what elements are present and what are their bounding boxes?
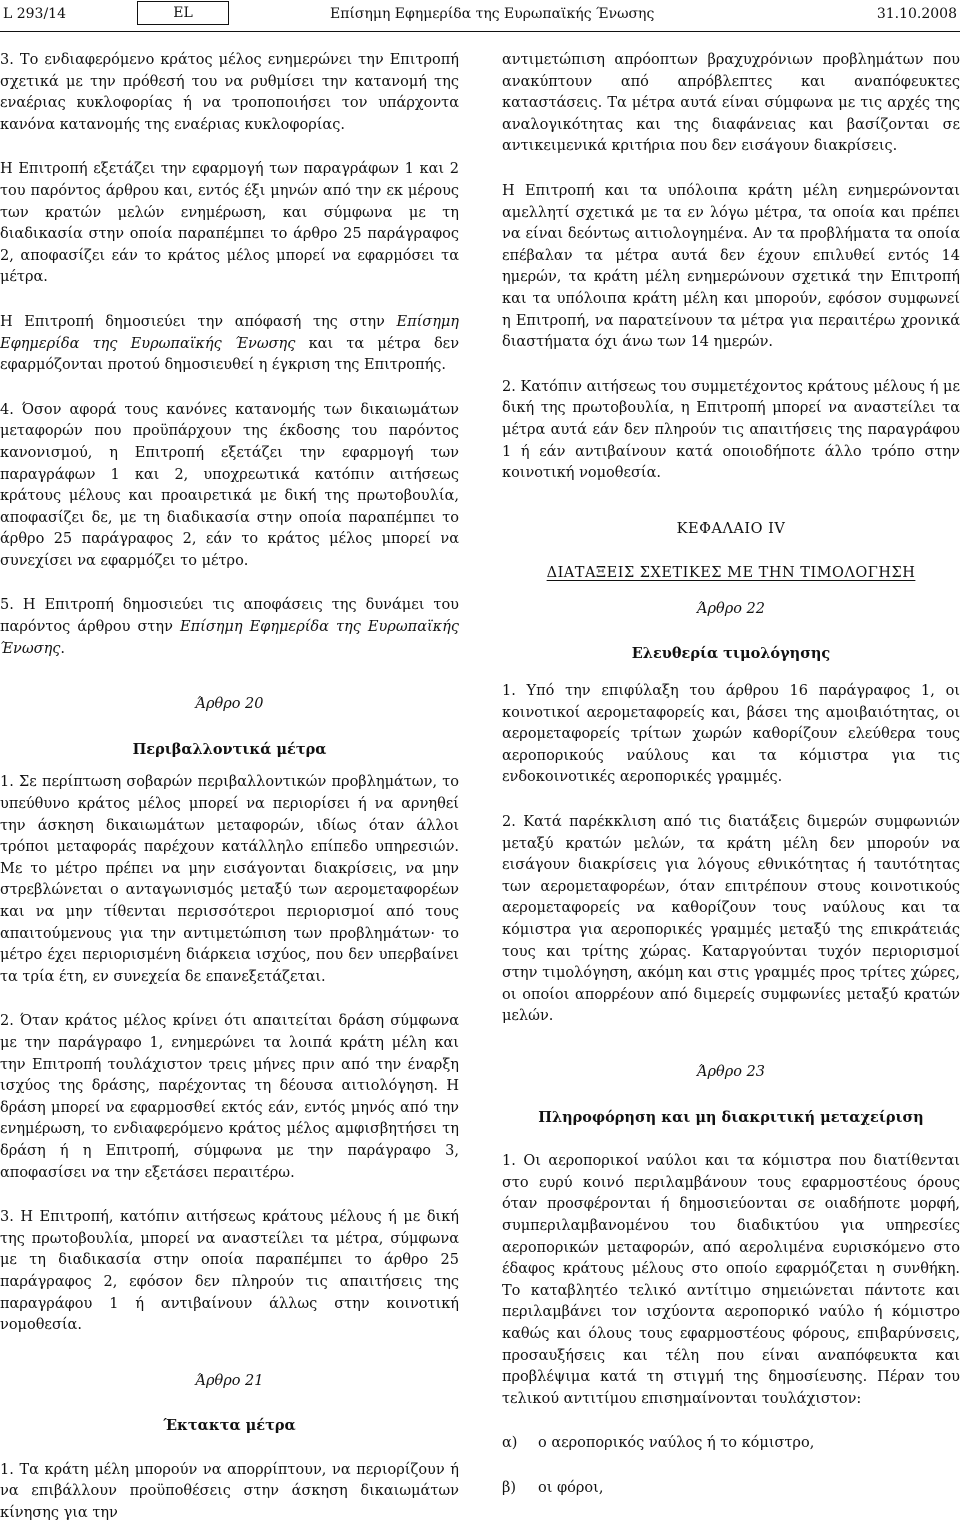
paragraph: 4. Όσον αφορά τους κανόνες κατανομής των δικαιωμάτων μεταφορών που προϋπάρχουν της έκδοσης του παρόντος κανονισμού, η Επιτροπή εξετάζει την εφαρμογή των παραγράφων 1 και 2, υποχρεωτικά κατόπιν αιτήσεως κράτους μέλους και προαιρετικά με δική της πρωτοβουλία, αποφασίζει δε, με τη διαδικασία στην οποία παραπέμπει το άρθρο 25 παράγραφος 2, εάν το κράτος μέλος μπορεί να συνεχίσει να εφαρμόζει το μέτρο. — [0, 401, 459, 569]
paragraph: 1. Τα κράτη μέλη μπορούν να απορρίπτουν, να περιορίζουν ή να επιβάλλουν προϋποθέσεις στην άσκηση δικαιωμάτων κίνησης για την — [0, 1461, 459, 1522]
list-item — [502, 1433, 960, 1455]
header-rule — [0, 31, 960, 32]
paragraph: 3. Το ενδιαφερόμενο κράτος μέλος ενημερώνει την Επιτροπή σχετικά με την πρόθεσή του να ρυθμίσει την κατανομή της εναέριας κυκλοφορίας ή να τροποποιήσει τον υπάρχοντα κανόνα κατανομής της εναέριας κυκλοφορίας. — [0, 52, 459, 133]
paragraph: 1. Οι αεροπορικοί ναύλοι και τα κόμιστρα που διατίθενται στο ευρύ κοινό περιλαμβάνουν τους εφαρμοστέους όρους όταν προσφέρονται ή δημοσιεύονται σε οιαδήποτε μορφή, συμπεριλαμβανομένου του διαδικτύου για υπηρεσίες αεροπορικών μεταφορών, από αερολιμένα ευρισκόμενο στο έδαφος κράτους μέλους στο οποίο εφαρμόζεται η συνθήκη. Το καταβλητέο τελικό αντίτιμο σημειώνεται πάντοτε και περιλαμβάνει τον ισχύοντα αεροπορικό ναύλο ή κόμιστρο καθώς και όλους τους εφαρμοστέους φόρους, επιβαρύνσεις, προσαυξήσεις και τέλη που είναι αναπόφευκτα και προβλέψιμα κατά τη στιγμή της δημοσίευσης. Πέραν του τελικού αντιτίμου επισημαίνονται τουλάχιστον: — [502, 1153, 960, 1407]
list-item — [502, 1478, 960, 1500]
article-heading: Περιβαλλοντικά μέτρα — [132, 740, 327, 758]
article-heading: Πληροφόρηση και μη διακριτική μεταχείριση — [538, 1108, 924, 1126]
journal-title: Επίσημη Εφημερίδα της Ευρωπαϊκής Ένωσης — [330, 6, 655, 22]
article-heading: Ελευθερία τιμολόγησης — [631, 645, 831, 663]
list-item-text: οι φόροι, — [538, 1479, 604, 1496]
article-heading: Έκτακτα μέτρα — [163, 1417, 296, 1435]
left-column — [0, 50, 459, 1525]
chapter-number: ΚΕΦΑΛΑΙΟ IV — [676, 520, 786, 537]
list-item-text: ο αεροπορικός ναύλος ή το κόμιστρο, — [538, 1435, 815, 1452]
paragraph: 3. Η Επιτροπή, κατόπιν αιτήσεως κράτους μέλους ή με δική της πρωτοβουλία, μπορεί να αναστείλει τα μέτρα, σύμφωνα με τη διαδικασία στην οποία παραπέμπει το άρθρο 25 παράγραφος 2, εφόσον δεν πληρούν τις απαιτήσεις της παραγράφου 1 ή αντιβαίνουν άλλως στην κοινοτική νομοθεσία. — [0, 1209, 459, 1334]
paragraph: αντιμετώπιση απρόοπτων βραχυχρόνιων προβλημάτων που ανακύπτουν από απρόβλεπτες και αναπόφευκτες καταστάσεις. Τα μέτρα αυτά είναι σύμφωνα με τις αρχές της αναλογικότητας και της διαφάνειας και βασίζονται σε αντικειμενικά κριτήρια που δεν εισάγουν διακρίσεις. — [502, 52, 960, 155]
paragraph: 1. Υπό την επιφύλαξη του άρθρου 16 παράγραφος 1, οι κοινοτικοί αερομεταφορείς και, βάσει της αμοιβαιότητας, οι αερομεταφορείς τρίτων χωρών καθορίζουν ελεύθερα τους αεροπορικούς ναύλους και τα κόμιστρα για τις ενδοκοινοτικές αεροπορικές γραμμές. — [502, 683, 960, 786]
article-number: Άρθρο 21 — [195, 1372, 264, 1389]
paragraph: 5. Η Επιτροπή δημοσιεύει τις αποφάσεις της δυνάμει του παρόντος άρθρου στην Επίσημη Εφημερίδα της Ευρωπαϊκής Ένωσης. — [0, 597, 459, 657]
paragraph: 1. Σε περίπτωση σοβαρών περιβαλλοντικών προβλημάτων, το υπεύθυνο κράτος μέλος μπορεί να περιορίσει ή να αρνηθεί την άσκηση δικαιωμάτων μεταφορών, ιδίως όταν άλλοι τρόποι μεταφοράς παρέχουν κατάλληλο επίπεδο υπηρεσιών. Με το μέτρο πρέπει να μην εισάγονται διακρίσεις, να μην στρεβλώνεται ο ανταγωνισμός μεταξύ των αερομεταφορέων και να μην τίθενται περισσότεροι περιορισμοί από τους απαιτούμενους για την αντιμετώπιση των προβλημάτων· το μέτρο έχει περιορισμένη διάρκεια ισχύος, που δεν υπερβαίνει τα τρία έτη, εν συνεχεία δε επανεξετάζεται. — [0, 774, 459, 985]
paragraph: 2. Κατόπιν αιτήσεως του συμμετέχοντος κράτους μέλους ή με δική της πρωτοβουλία, η Επιτροπή μπορεί να αναστείλει τα μέτρα αυτά εάν δεν πληρούν τις απαιτήσεις της παραγράφου 1 ή εάν αντιβαίνουν κατά οποιοδήποτε άλλο τρόπο στην κοινοτική νομοθεσία. — [502, 378, 960, 482]
paragraph: 2. Κατά παρέκκλιση από τις διατάξεις διμερών συμφωνιών μεταξύ κρατών μελών, τα κράτη μέλη δεν μπορούν να εισάγουν διακρίσεις για λόγους εθνικότητας ή ταυτότητας των αερομεταφορέων, όταν επιτρέπουν στους κοινοτικούς αερομεταφορείς να καθορίζουν τους ναύλους και τα κόμιστρα για αεροπορικές γραμμές μεταξύ της επικράτειάς τους και τρίτης χώρας. Καταργούνται τυχόν περιορισμοί στην τιμολόγηση, ακόμη και στις γραμμές προς τρίτες χώρες, οι οποίοι απορρέουν από διμερείς συμφωνίες μεταξύ κρατών μελών. — [502, 814, 960, 1025]
chapter-heading: ΔΙΑΤΑΞΕΙΣ ΣΧΕΤΙΚΕΣ ΜΕ ΤΗΝ ΤΙΜΟΛΟΓΗΣΗ — [546, 565, 916, 582]
article-number: Άρθρο 23 — [696, 1063, 766, 1080]
paragraph: Η Επιτροπή και τα υπόλοιπα κράτη μέλη ενημερώνονται αμελλητί σχετικά με τα εν λόγω μέτρα, τα οποία και πρέπει να είναι δεόντως αιτιολογημένα. Αν τα προβλήματα τα οποία επέβαλαν τα μέτρα αυτά δεν έχουν επιλυθεί εντός 14 ημερών, τα κράτη μέλη ενημερώνουν σχετικά την Επιτροπή και τα υπόλοιπα κράτη μέλη και μπορούν, εφόσον συμφωνεί η Επιτροπή, να παρατείνουν τα μέτρα για περαιτέρω χρονικά διαστήματα όχι άνω των 14 ημερών. — [502, 182, 960, 351]
publication-date: 31.10.2008 — [876, 6, 957, 22]
language-badge: EL — [137, 1, 229, 25]
page-header — [0, 0, 960, 34]
list-item-marker: α) — [502, 1435, 518, 1452]
paragraph: Η Επιτροπή δημοσιεύει την απόφασή της στην Επίσημη Εφημερίδα της Ευρωπαϊκής Ένωσης και τα μέτρα δεν εφαρμόζονται προτού δημοσιευθεί η έγκριση της Επιτροπής. — [0, 313, 460, 374]
right-column — [502, 50, 960, 1499]
article-number: Άρθρο 20 — [195, 696, 264, 713]
page-reference: L 293/14 — [3, 6, 66, 22]
paragraph: Η Επιτροπή εξετάζει την εφαρμογή των παραγράφων 1 και 2 του παρόντος άρθρου και, εντός έξι μηνών από την εκ μέρους των κρατών μελών ενημέρωση, και σύμφωνα με τη διαδικασία στην οποία παραπέμπει το άρθρο 25 παράγραφος 2, αποφασίζει εάν το κράτος μέλος μπορεί να εφαρμόσει τα μέτρα. — [0, 161, 459, 286]
journal-reference: Επίσημη Εφημερίδα της Ευρωπαϊκής Ένωσης — [0, 313, 459, 352]
article-number: Άρθρο 22 — [696, 600, 766, 617]
list-item-marker: β) — [502, 1479, 517, 1496]
paragraph: 2. Όταν κράτος μέλος κρίνει ότι απαιτείται δράση σύμφωνα με την παράγραφο 1, ενημερώνει τα λοιπά κράτη μέλη και την Επιτροπή τουλάχιστον τρεις μήνες πριν από την έναρξη ισχύος της δράσης, παρέχοντας τη δέουσα αιτιολόγηση. Η δράση μπορεί να εφαρμοσθεί εκτός εάν, εντός μηνός από την ενημέρωση, το ενδιαφερόμενο κράτος μέλος αμφισβητήσει τη δράση ή η Επιτροπή, σύμφωνα με την παράγραφο 3, αποφασίσει να την εξετάσει περαιτέρω. — [0, 1013, 459, 1181]
journal-reference: Επίσημη Εφημερίδα της Ευρωπαϊκής Ένωσης — [0, 619, 459, 657]
